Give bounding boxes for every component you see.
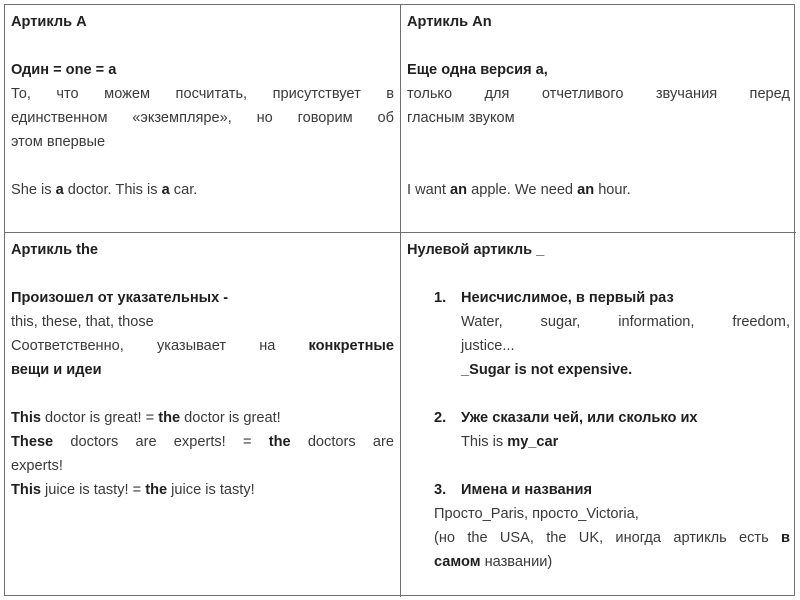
description-line: Соответственно, указывает на конкретные [11, 338, 394, 354]
cell-article-the [5, 233, 401, 597]
list-item-example: _Sugar is not expensive. [461, 362, 633, 378]
cell-title: Артикль the [11, 242, 99, 258]
list-item [407, 478, 790, 502]
list-item-heading: Имена и названия [461, 482, 592, 498]
list-item [407, 406, 790, 478]
cell-title: Нулевой артикль _ [407, 242, 545, 258]
description-line: гласным звуком [407, 110, 515, 126]
description-line: вещи и идеи [11, 362, 102, 378]
example-sentence: I want an apple. We need an hour. [407, 182, 631, 198]
description-line: этом впервые [11, 134, 106, 150]
description-line: То, что можем посчитать, присутствует в [11, 86, 394, 102]
list-number: 3. [434, 482, 447, 498]
cell-subtitle: Один = one = a [11, 62, 117, 78]
example-sentence: She is a doctor. This is a car. [11, 182, 198, 198]
cell-subtitle: Произошел от указательных - [11, 290, 229, 306]
list-item-text: justice... [461, 338, 515, 354]
numbered-list [407, 286, 790, 502]
list-number: 2. [434, 410, 447, 426]
list-item-text: Просто_Paris, просто_Victoria, [434, 506, 639, 522]
cell-subtitle: Еще одна версия a, [407, 62, 548, 78]
list-item-text: (но the USA, the UK, иногда артикль есть в [434, 530, 790, 546]
cell-title: Артикль A [11, 14, 87, 30]
cell-title: Артикль An [407, 14, 492, 30]
list-item-text: This is my_car [461, 434, 559, 450]
cell-article-an [401, 5, 796, 233]
list-item-text: Water, sugar, information, freedom, [461, 314, 790, 330]
list-item-text: самом названии) [434, 554, 553, 570]
list-item [407, 286, 790, 406]
example-sentence: experts! [11, 458, 63, 474]
description-line: только для отчетливого звучания перед [407, 86, 790, 102]
description-line: единственном «экземпляре», но говорим об [11, 110, 394, 126]
list-item-heading: Уже сказали чей, или сколько их [461, 410, 698, 426]
example-sentence: This juice is tasty! = the juice is tasty! [11, 482, 255, 498]
articles-table [4, 4, 795, 596]
description-line: this, these, that, those [11, 314, 154, 330]
list-number: 1. [434, 290, 447, 306]
example-sentence: This doctor is great! = the doctor is great! [11, 410, 281, 426]
cell-article-a [5, 5, 401, 233]
example-sentence: These doctors are experts! = the doctors are [11, 434, 394, 450]
cell-zero-article [401, 233, 796, 597]
list-item-heading: Неисчислимое, в первый раз [461, 290, 674, 306]
